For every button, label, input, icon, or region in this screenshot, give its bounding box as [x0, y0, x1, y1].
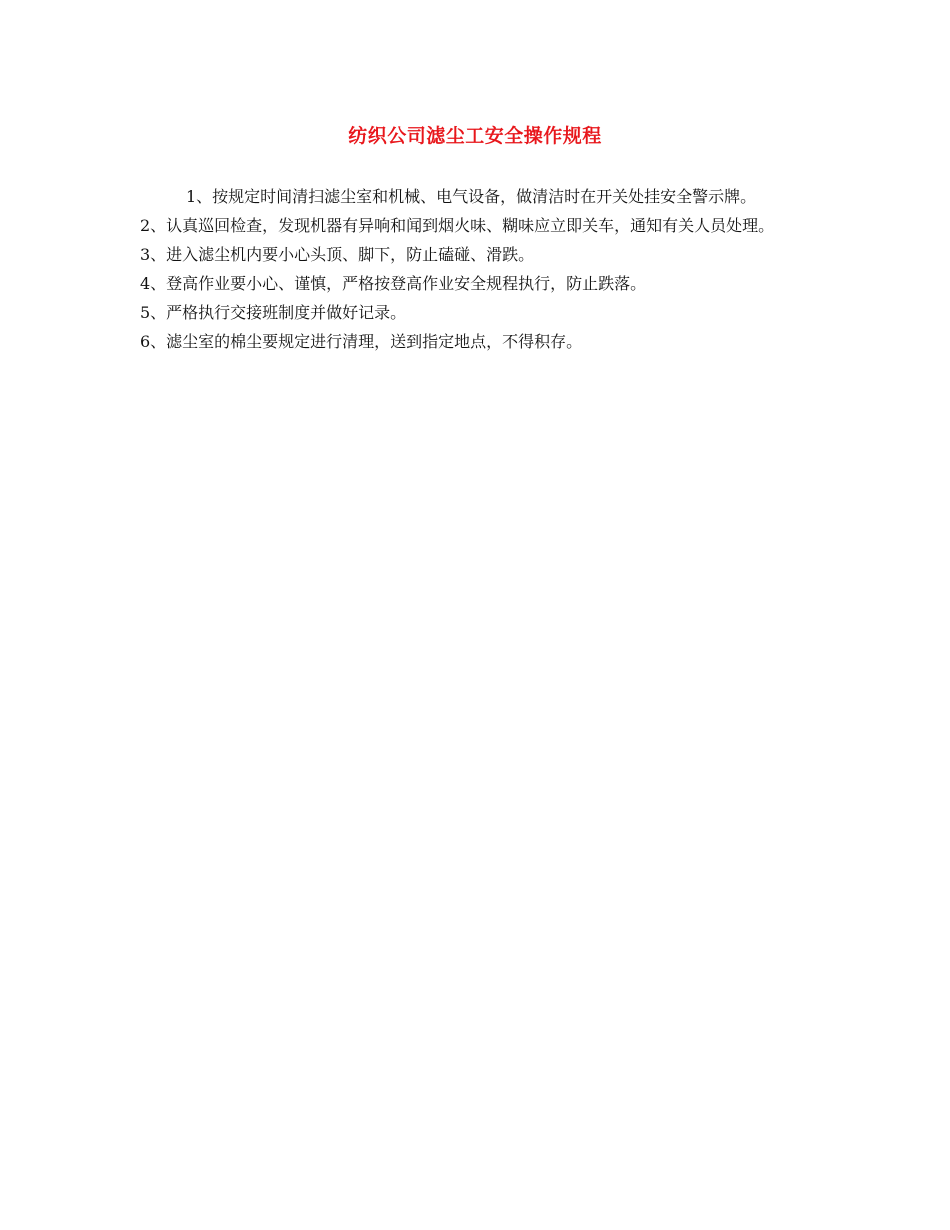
rule-paragraph-1: 1、按规定时间清扫滤尘室和机械、电气设备，做清洁时在开关处挂安全警示牌。: [186, 187, 757, 206]
rule-paragraph-2: 2、认真巡回检查，发现机器有异响和闻到烟火味、糊味应立即关车，通知有关人员处理。: [140, 216, 775, 235]
rule-paragraph-5: 5、严格执行交接班制度并做好记录。: [140, 303, 407, 322]
document-title: 纺织公司滤尘工安全操作规程: [348, 125, 602, 147]
rule-paragraph-3: 3、进入滤尘机内要小心头顶、脚下，防止磕碰、滑跌。: [140, 245, 535, 264]
rule-paragraph-6: 6、滤尘室的棉尘要规定进行清理，送到指定地点，不得积存。: [140, 332, 583, 351]
document-body: [140, 182, 816, 356]
rule-paragraph-4: 4、登高作业要小心、谨慎，严格按登高作业安全规程执行，防止跌落。: [140, 274, 647, 293]
